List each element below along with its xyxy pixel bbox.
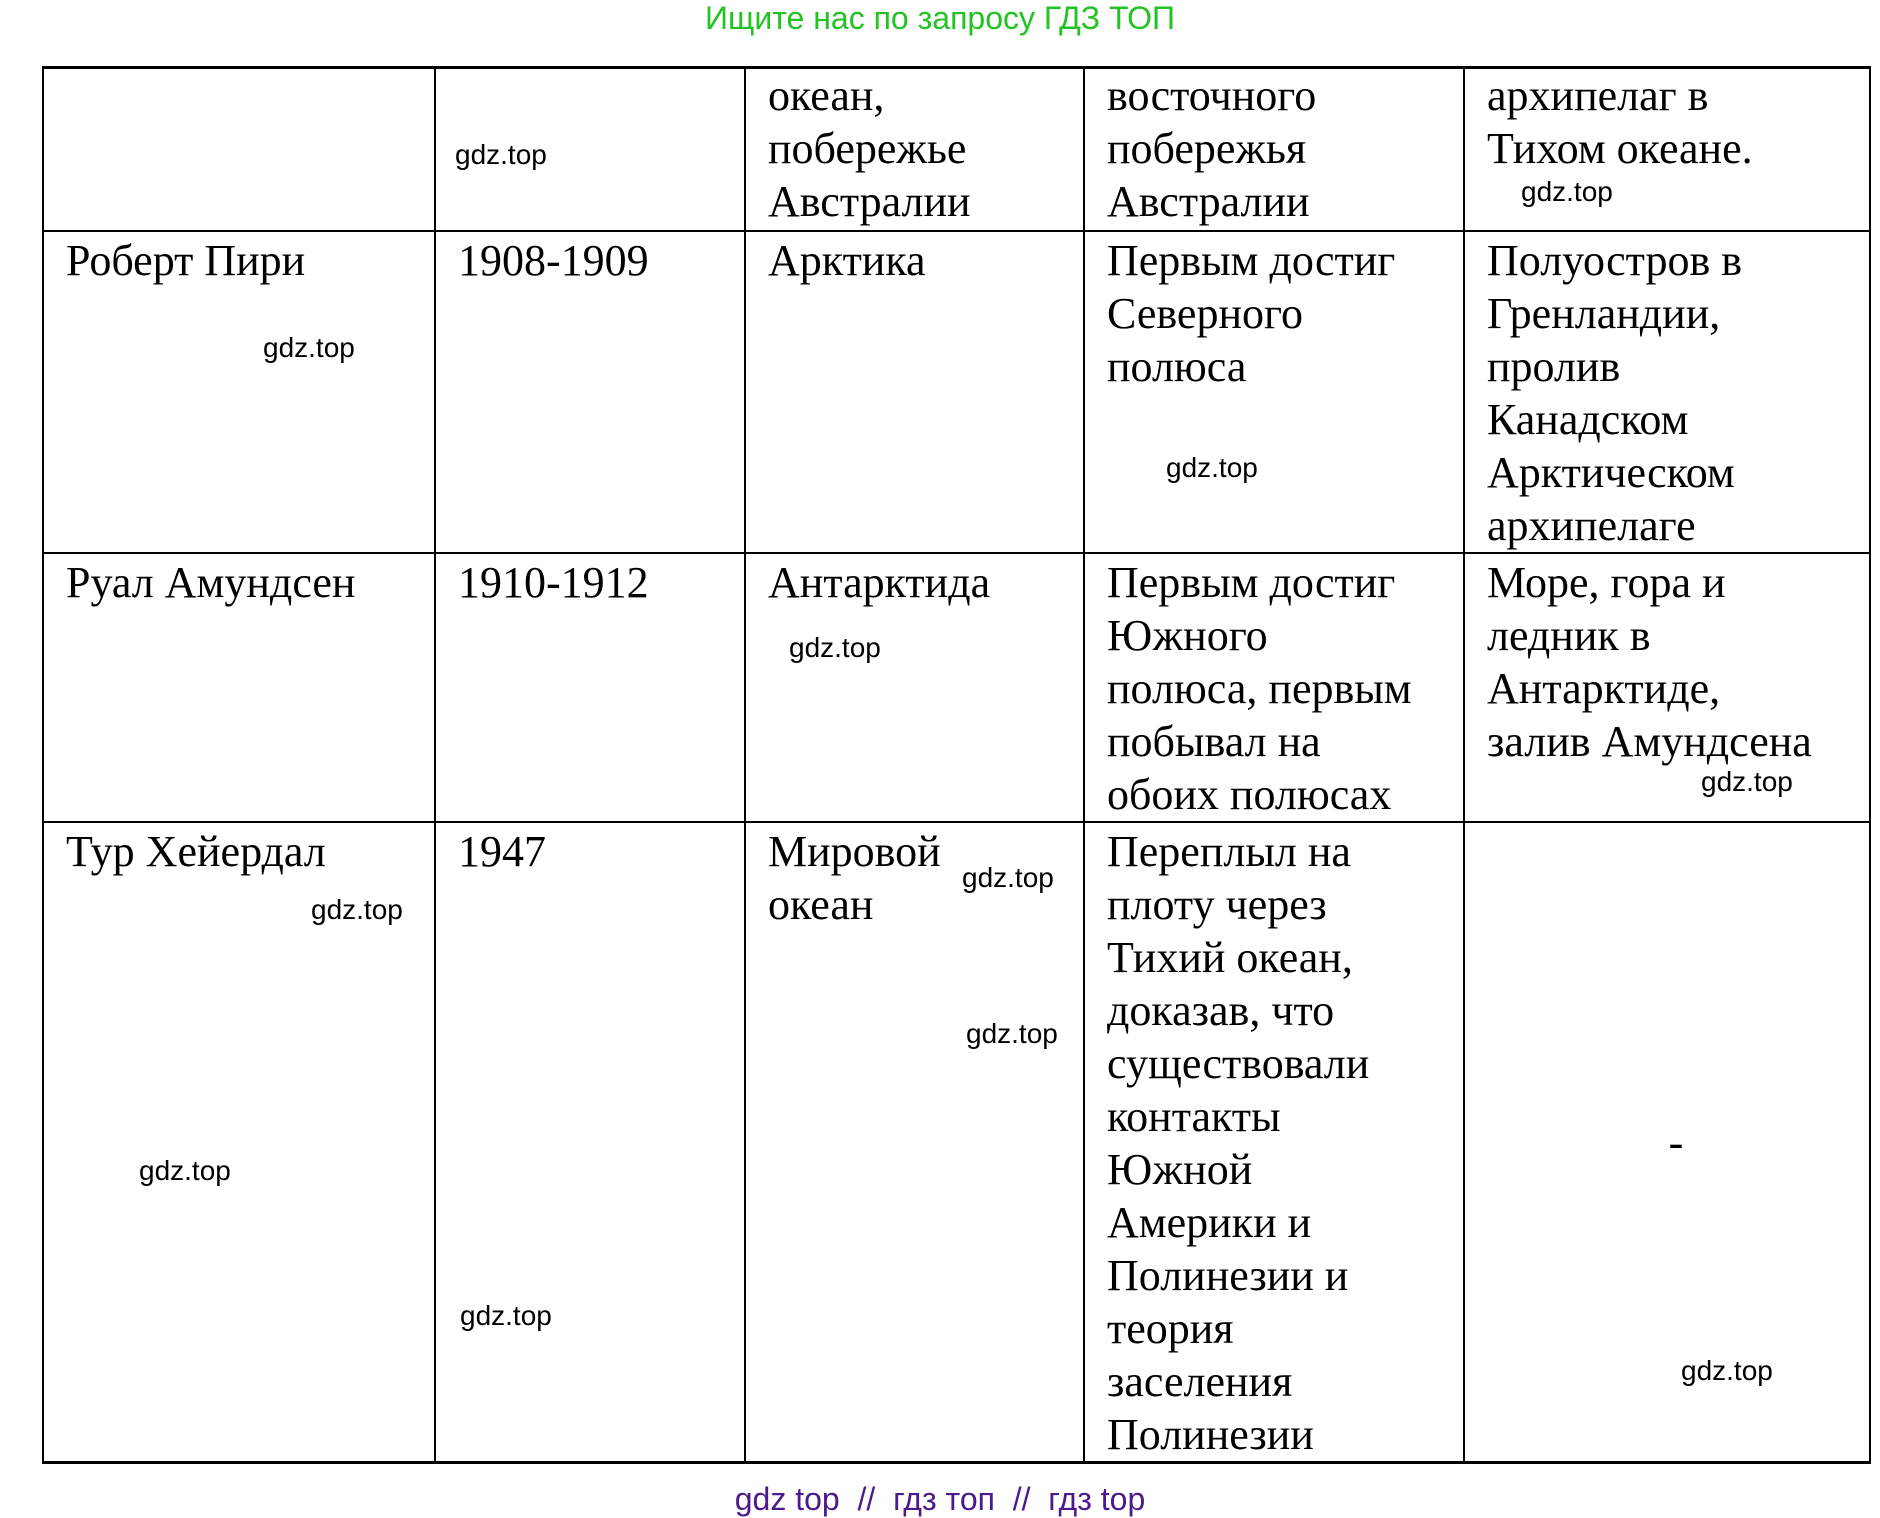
watermark: gdz.top — [1701, 766, 1793, 797]
table-row — [43, 231, 1870, 553]
years-cell — [435, 822, 745, 1463]
achievement-cell — [1084, 231, 1464, 553]
explorers-table — [42, 66, 1871, 1464]
search-hint-banner: Ищите нас по запросу ГДЗ ТОП — [705, 0, 1175, 36]
named-objects-cell — [1464, 822, 1870, 1463]
watermark: gdz.top — [1521, 176, 1613, 207]
cell-text: 1910-1912 — [458, 558, 649, 607]
cell-text: Роберт Пири — [66, 236, 306, 285]
table-row — [43, 553, 1870, 822]
watermark: gdz.top — [311, 894, 403, 925]
cell-text: Первым достиг Южного полюса, первым побывал на обоих полюсах — [1107, 558, 1412, 819]
cell-text: Мировой океан — [768, 827, 941, 929]
cell-text: 1947 — [458, 827, 546, 876]
watermark: gdz.top — [1166, 452, 1258, 483]
table-cell — [43, 68, 435, 232]
region-cell — [745, 231, 1084, 553]
cell-text: архипелаг в Тихом океане. — [1487, 71, 1753, 173]
years-cell — [435, 231, 745, 553]
explorer-name-cell — [43, 231, 435, 553]
named-objects-cell — [1464, 553, 1870, 822]
region-cell — [745, 553, 1084, 822]
explorer-name-cell — [43, 553, 435, 822]
table-cell — [1084, 68, 1464, 232]
watermark: gdz.top — [460, 1300, 552, 1331]
footer-link[interactable]: gdz top // гдз топ // гдз top — [734, 1481, 1146, 1517]
named-objects-cell — [1464, 231, 1870, 553]
achievement-cell — [1084, 553, 1464, 822]
watermark: gdz.top — [263, 332, 355, 363]
achievement-cell — [1084, 822, 1464, 1463]
cell-text: Руал Амундсен — [66, 558, 356, 607]
cell-text: Переплыл на плоту через Тихий океан, доказав, что существовали контакты Южной Америки и Полинезии и теория заселения Полинезии — [1107, 827, 1370, 1459]
cell-text: - — [1668, 1117, 1684, 1167]
years-cell — [435, 553, 745, 822]
cell-text: Полуостров в Гренландии, пролив Канадском Арктическом архипелаге — [1487, 236, 1742, 550]
watermark: gdz.top — [789, 632, 881, 663]
table-cell — [745, 68, 1084, 232]
watermark: gdz.top — [455, 139, 547, 170]
cell-text: 1908-1909 — [458, 236, 649, 285]
cell-text: Антарктида — [768, 558, 991, 607]
watermark: gdz.top — [1681, 1355, 1773, 1386]
cell-text: Тур Хейердал — [66, 827, 326, 876]
watermark: gdz.top — [962, 862, 1054, 893]
region-cell — [745, 822, 1084, 1463]
cell-text: Арктика — [768, 236, 926, 285]
cell-text: восточного побережья Австралии — [1107, 71, 1317, 226]
cell-text: океан, побережье Австралии — [768, 71, 971, 226]
cell-text: Море, гора и ледник в Антарктиде, залив Амундсена — [1487, 558, 1812, 766]
watermark: gdz.top — [139, 1155, 231, 1186]
watermark: gdz.top — [966, 1018, 1058, 1049]
cell-text: Первым достиг Северного полюса — [1107, 236, 1396, 391]
